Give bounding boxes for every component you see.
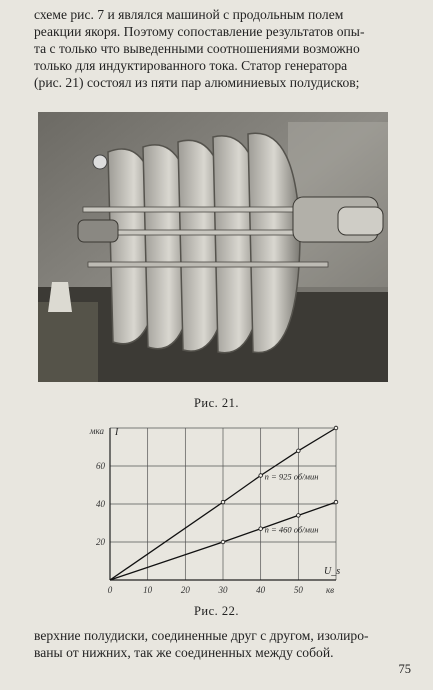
text-line: та с только что выведенными соотношениями возможно bbox=[34, 41, 360, 56]
y-tick-label: 40 bbox=[96, 499, 105, 509]
data-point bbox=[334, 426, 338, 430]
x-tick-label: 50 bbox=[293, 585, 303, 595]
paragraph-top bbox=[34, 6, 412, 91]
figure-22-chart bbox=[84, 420, 354, 605]
data-point bbox=[221, 540, 225, 544]
x-tick-label: 40 bbox=[256, 585, 266, 595]
y-tick-label: 60 bbox=[96, 461, 105, 471]
data-point bbox=[221, 500, 225, 504]
y-tick-label: 20 bbox=[96, 537, 105, 547]
series-label: n = 460 об/мин bbox=[264, 524, 319, 535]
text-line: верхние полудиски, соединенные друг с другом, изолиро- bbox=[34, 628, 369, 643]
x-axis-label: U_s bbox=[324, 566, 341, 577]
text-line: только для индуктированного тока. Статор генератора bbox=[34, 58, 348, 73]
chart-svg bbox=[84, 420, 354, 605]
x-tick-label: 10 bbox=[143, 585, 153, 595]
data-point bbox=[297, 449, 301, 453]
text-line: (рис. 21) состоял из пяти пар алюминиевых полудисков; bbox=[34, 75, 360, 90]
text-line: ваны от нижних, так же соединенных между собой. bbox=[34, 645, 334, 660]
generator-photo bbox=[38, 112, 388, 382]
data-point bbox=[259, 474, 263, 478]
page-number: 75 bbox=[398, 662, 411, 676]
text-line: схеме рис. 7 и являлся машиной с продольным полем bbox=[34, 7, 344, 22]
data-point bbox=[334, 500, 338, 504]
figure-21-caption: Рис. 21. bbox=[193, 396, 240, 410]
y-axis-label: I bbox=[115, 427, 119, 438]
data-point bbox=[259, 527, 263, 531]
x-tick-label: 30 bbox=[218, 585, 228, 595]
data-point bbox=[297, 514, 301, 518]
figure-22-caption: Рис. 22. bbox=[193, 604, 240, 618]
paragraph-bottom bbox=[34, 627, 412, 661]
text-line: реакции якоря. Поэтому сопоставление результатов опы- bbox=[34, 24, 365, 39]
generator-photo-illustration bbox=[38, 112, 388, 382]
x-tick-label: 20 bbox=[180, 585, 190, 595]
x-tick-label: 0 bbox=[107, 585, 113, 595]
y-axis-unit: мка bbox=[89, 426, 104, 436]
x-axis-unit: кв bbox=[325, 585, 335, 595]
series-label: n = 925 об/мин bbox=[264, 471, 319, 482]
